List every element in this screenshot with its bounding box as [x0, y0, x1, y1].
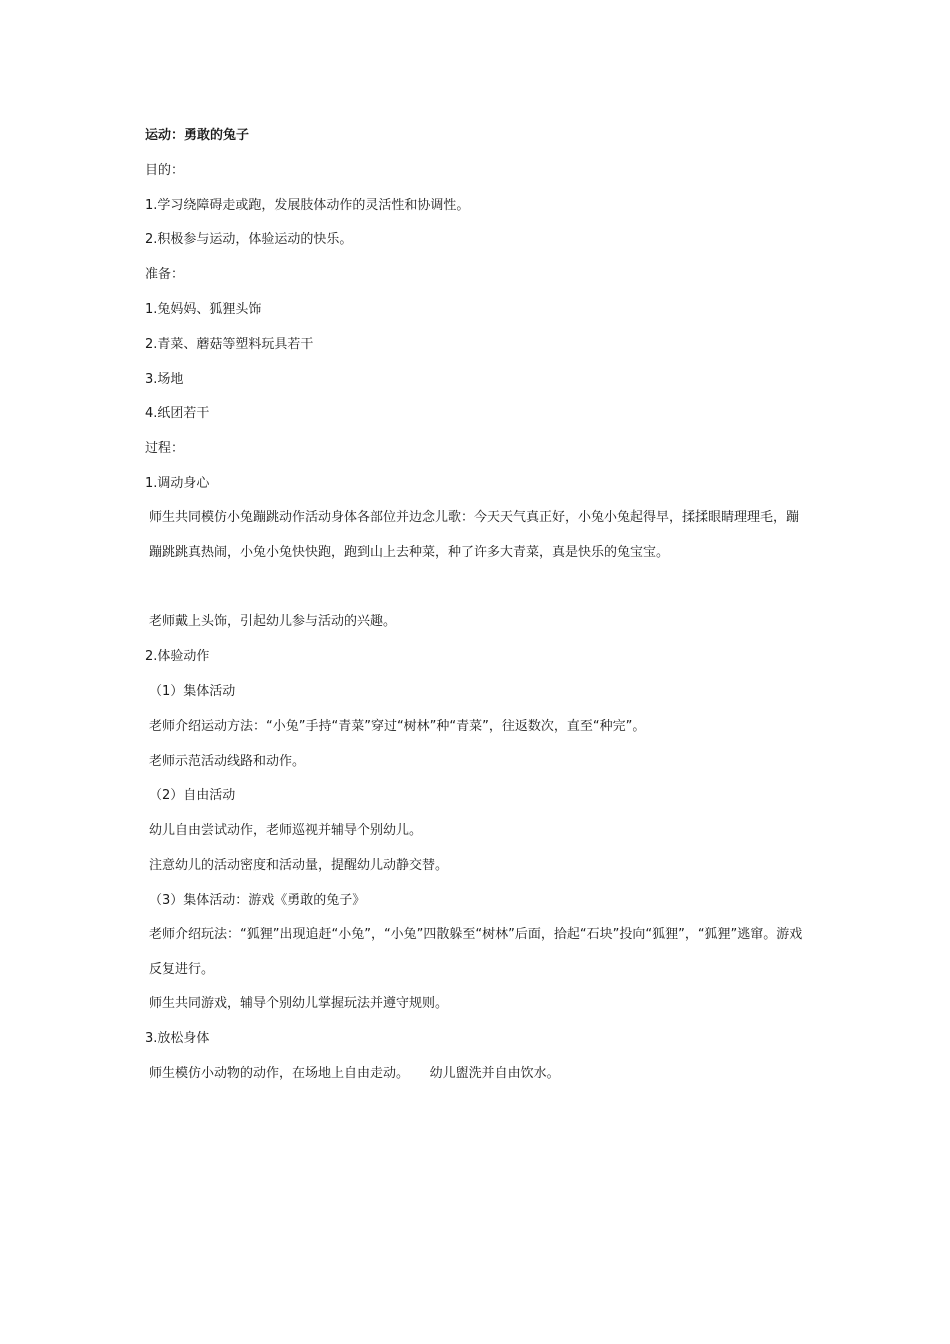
step1-song-paragraph: 师生共同模仿小兔蹦跳动作活动身体各部位并边念儿歌：今天天气真正好，小兔小兔起得早，揉揉眼睛理理毛，蹦蹦跳跳真热闹，小兔小兔快快跑，跑到山上去种菜，种了许多大青菜，真是快乐的兔宝宝。 — [149, 510, 800, 561]
step3-text: 师生模仿小动物的动作，在场地上自由走动。 幼儿盥洗并自由饮水。 — [149, 1065, 560, 1081]
goal-item-2: 2.积极参与运动，体验运动的快乐。 — [145, 232, 353, 248]
prep-item-3: 3.场地 — [145, 371, 184, 387]
prep-heading: 准备： — [145, 267, 185, 283]
step2-sub2-try: 幼儿自由尝试动作，老师巡视并辅导个别幼儿。 — [149, 823, 423, 839]
step1-headwear-text: 老师戴上头饰，引起幼儿参与活动的兴趣。 — [149, 614, 397, 630]
step2-sub3-guide: 师生共同游戏，辅导个别幼儿掌握玩法并遵守规则。 — [149, 996, 449, 1012]
prep-item-1: 1.兔妈妈、狐狸头饰 — [145, 301, 262, 317]
step2-sub2-heading: （2）自由活动 — [149, 788, 236, 804]
step2-heading: 2.体验动作 — [145, 649, 210, 665]
blank-line — [145, 578, 805, 613]
step1-heading: 1.调动身心 — [145, 475, 210, 491]
process-heading: 过程： — [145, 441, 185, 457]
step2-sub1-demo: 老师示范活动线路和动作。 — [149, 753, 306, 769]
step2-sub3-play-paragraph: 老师介绍玩法：“狐狸”出现追赶“小兔”，“小兔”四散躲至“树林”后面，拾起“石块”投向“狐狸”，“狐狸”逃窜。游戏反复进行。 — [149, 927, 803, 977]
step3-heading: 3.放松身体 — [145, 1031, 210, 1047]
step2-sub1-heading: （1）集体活动 — [149, 683, 236, 699]
step2-sub2-note: 注意幼儿的活动密度和活动量，提醒幼儿动静交替。 — [149, 857, 449, 873]
goal-item-1: 1.学习绕障碍走或跑，发展肢体动作的灵活性和协调性。 — [145, 197, 470, 213]
prep-item-2: 2.青菜、蘑菇等塑料玩具若干 — [145, 336, 314, 352]
prep-item-4: 4.纸团若干 — [145, 406, 210, 422]
step2-sub1-method: 老师介绍运动方法：“小兔”手持“青菜”穿过“树林”种“青菜”，往返数次，直至“种完”。 — [149, 718, 646, 734]
goal-heading: 目的： — [145, 162, 185, 178]
step2-sub3-heading: （3）集体活动：游戏《勇敢的兔子》 — [149, 892, 366, 908]
document-title: 运动：勇敢的兔子 — [145, 128, 250, 143]
document-body — [145, 126, 805, 1099]
